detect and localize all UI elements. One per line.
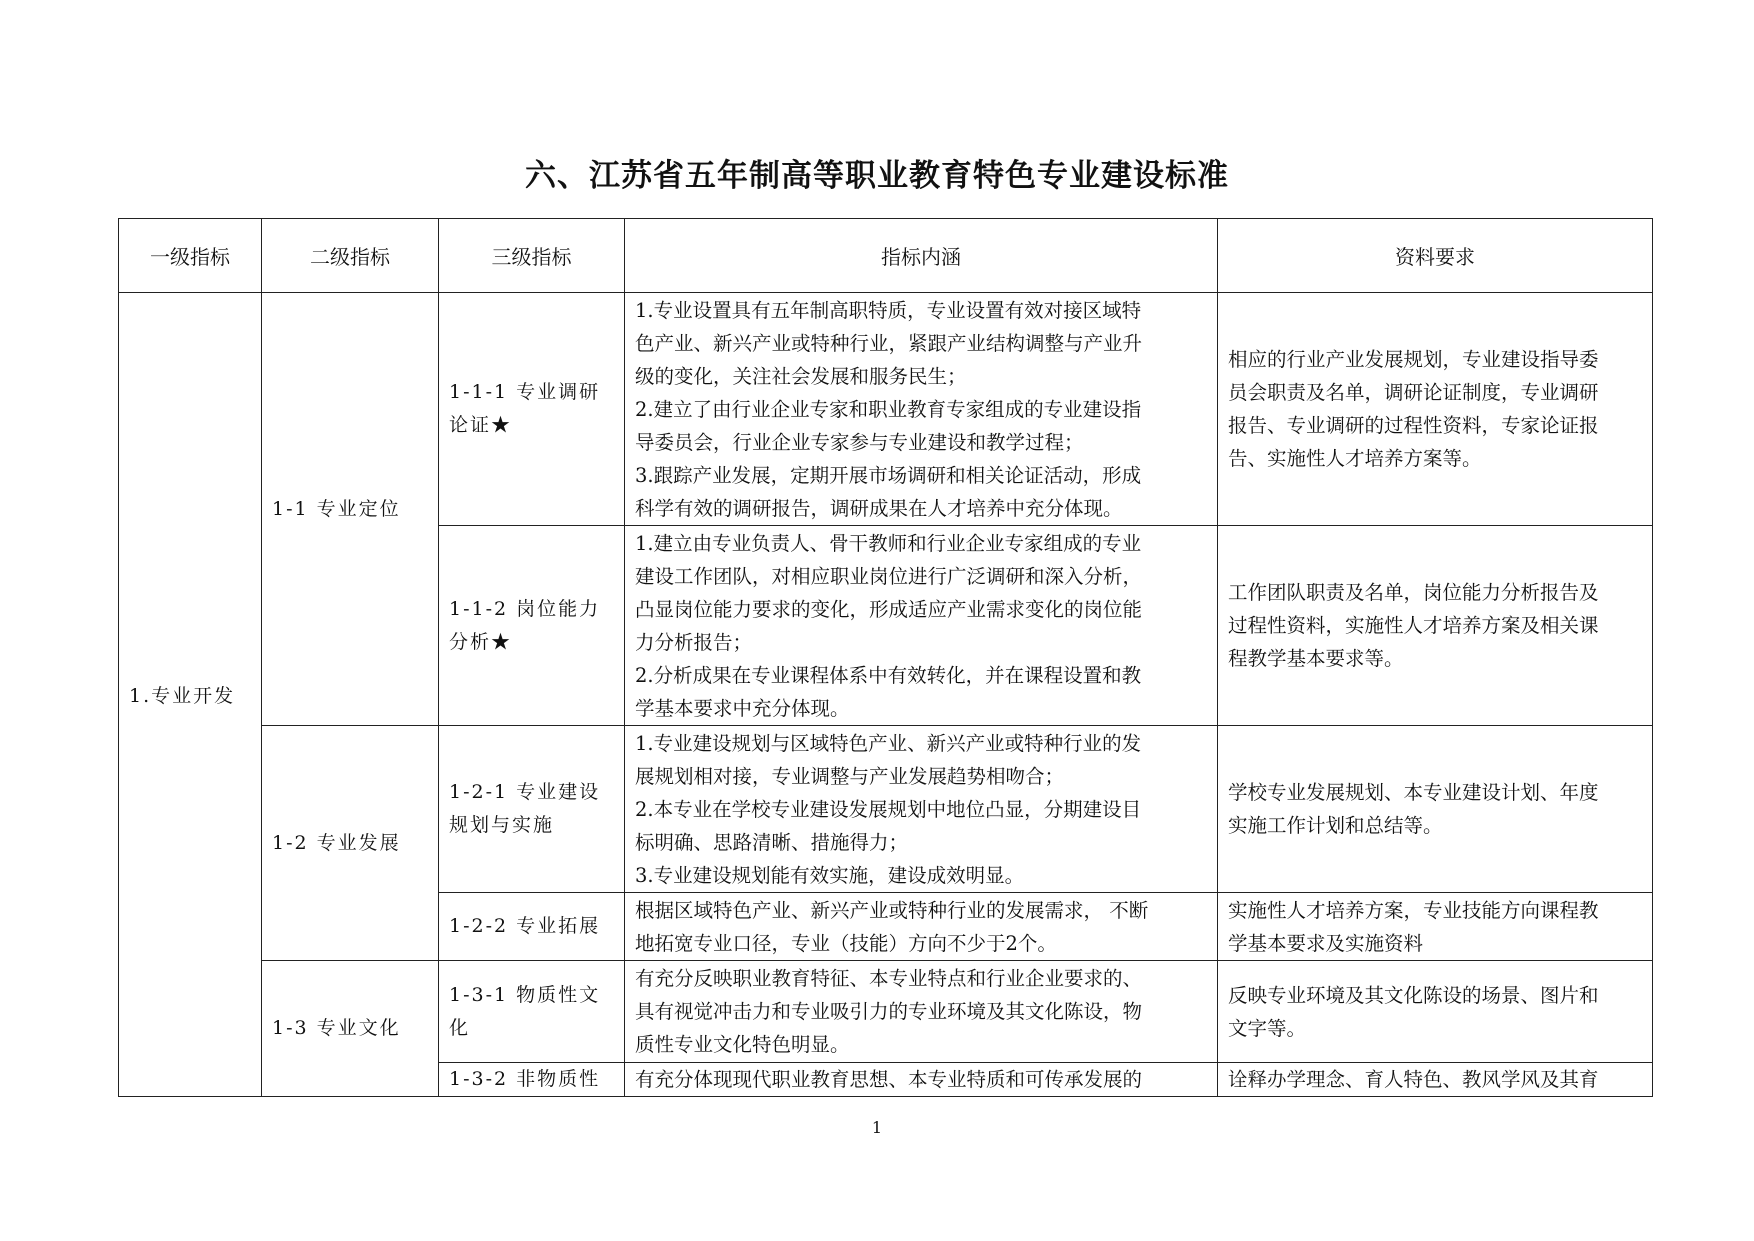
content-line: 1.专业建设规划与区域特色产业、新兴产业或特种行业的发	[635, 731, 1142, 755]
requirements-cell	[1218, 1063, 1653, 1097]
requirements-line: 学基本要求及实施资料	[1228, 931, 1424, 955]
content-line: 展规划相对接，专业调整与产业发展趋势相吻合；	[635, 764, 1065, 788]
level3-line: 分析★	[449, 630, 513, 653]
requirements-line: 程教学基本要求等。	[1228, 647, 1404, 670]
content-line: 2.分析成果在专业课程体系中有效转化，并在课程设置和教	[635, 663, 1142, 687]
level3-line: 化	[449, 1016, 471, 1039]
content-line: 学基本要求中充分体现。	[635, 696, 850, 720]
document-title: 六、江苏省五年制高等职业教育特色专业建设标准	[525, 158, 1229, 194]
content-line: 具有视觉冲击力和专业吸引力的专业环境及其文化陈设，物	[635, 1000, 1143, 1023]
content-cell	[625, 961, 1218, 1063]
level2-cell	[262, 293, 439, 726]
level2-label: 1-2 专业发展	[272, 831, 401, 854]
level2-cell	[262, 961, 439, 1097]
level3-line: 1-1-1 专业调研	[449, 381, 601, 403]
header-level2: 二级指标	[262, 219, 439, 293]
level3-cell	[439, 293, 625, 526]
content-line: 有充分体现现代职业教育思想、本专业特质和可传承发展的	[635, 1068, 1143, 1091]
header-requirements: 资料要求	[1218, 219, 1653, 293]
level2-cell	[262, 726, 439, 961]
content-cell	[625, 726, 1218, 893]
content-cell	[625, 1063, 1218, 1097]
requirements-line: 文字等。	[1228, 1016, 1307, 1040]
requirements-line: 诠释办学理念、育人特色、教风学风及其育	[1228, 1068, 1599, 1091]
content-line: 1.专业设置具有五年制高职特质，专业设置有效对接区域特	[635, 298, 1142, 322]
requirements-line: 工作团队职责及名单，岗位能力分析报告及	[1228, 581, 1599, 604]
content-line: 标明确、思路清晰、措施得力；	[635, 830, 909, 854]
content-line: 科学有效的调研报告，调研成果在人才培养中充分体现。	[635, 496, 1123, 520]
header-level1: 一级指标	[119, 219, 262, 293]
content-line: 2.本专业在学校专业建设发展规划中地位凸显，分期建设目	[635, 797, 1142, 821]
header-content: 指标内涵	[625, 219, 1218, 293]
requirements-line: 过程性资料，实施性人才培养方案及相关课	[1228, 614, 1599, 637]
level3-line: 1-2-2 专业拓展	[449, 915, 601, 937]
requirements-cell	[1218, 526, 1653, 726]
requirements-cell	[1218, 961, 1653, 1063]
content-line: 级的变化，关注社会发展和服务民生；	[635, 364, 967, 388]
level3-cell	[439, 893, 625, 961]
level3-line: 1-1-2 岗位能力	[449, 597, 601, 620]
content-cell	[625, 293, 1218, 526]
content-cell	[625, 893, 1218, 961]
level3-line: 论证★	[449, 414, 513, 436]
table-row	[119, 293, 1653, 526]
requirements-cell	[1218, 293, 1653, 526]
level3-line: 1-2-1 专业建设	[449, 781, 601, 803]
content-line: 有充分反映职业教育特征、本专业特点和行业企业要求的、	[635, 967, 1143, 990]
level1-label: 1.专业开发	[129, 685, 236, 707]
content-cell	[625, 526, 1218, 726]
level2-label: 1-1 专业定位	[272, 497, 401, 520]
standards-table	[118, 218, 1653, 1097]
content-line: 3.专业建设规划能有效实施，建设成效明显。	[635, 863, 1025, 887]
table-row	[119, 961, 1653, 1063]
requirements-line: 报告、专业调研的过程性资料，专家论证报	[1228, 414, 1599, 437]
requirements-line: 员会职责及名单，调研论证制度，专业调研	[1228, 381, 1599, 404]
requirements-line: 相应的行业产业发展规划，专业建设指导委	[1228, 348, 1599, 371]
header-row	[119, 219, 1653, 293]
content-line: 2.建立了由行业企业专家和职业教育专家组成的专业建设指	[635, 397, 1142, 421]
level3-line: 1-3-1 物质性文	[449, 983, 601, 1006]
content-line: 根据区域特色产业、新兴产业或特种行业的发展需求， 不断	[635, 898, 1149, 922]
level3-cell	[439, 1063, 625, 1097]
header-level3: 三级指标	[439, 219, 625, 293]
requirements-cell	[1218, 726, 1653, 893]
level3-cell	[439, 961, 625, 1063]
table-row	[119, 726, 1653, 893]
level3-line: 规划与实施	[449, 814, 555, 836]
level1-cell	[119, 293, 262, 1097]
requirements-line: 学校专业发展规划、本专业建设计划、年度	[1228, 781, 1599, 804]
content-line: 力分析报告；	[635, 630, 753, 654]
requirements-line: 实施工作计划和总结等。	[1228, 814, 1443, 837]
requirements-cell	[1218, 893, 1653, 961]
content-line: 导委员会，行业企业专家参与专业建设和教学过程；	[635, 430, 1084, 454]
content-line: 建设工作团队，对相应职业岗位进行广泛调研和深入分析，	[635, 564, 1143, 588]
content-line: 凸显岗位能力要求的变化，形成适应产业需求变化的岗位能	[635, 597, 1143, 621]
requirements-line: 告、实施性人才培养方案等。	[1228, 447, 1482, 470]
level3-cell	[439, 526, 625, 726]
content-line: 地拓宽专业口径，专业（技能）方向不少于2个。	[635, 931, 1057, 955]
requirements-line: 实施性人才培养方案，专业技能方向课程教	[1228, 898, 1599, 922]
content-line: 3.跟踪产业发展，定期开展市场调研和相关论证活动，形成	[635, 463, 1142, 487]
level2-label: 1-3 专业文化	[272, 1017, 401, 1039]
content-line: 质性专业文化特色明显。	[635, 1033, 850, 1056]
content-line: 1.建立由专业负责人、骨干教师和行业企业专家组成的专业	[635, 531, 1142, 555]
requirements-line: 反映专业环境及其文化陈设的场景、图片和	[1228, 983, 1599, 1007]
level3-cell	[439, 726, 625, 893]
page-number: 1	[871, 1118, 883, 1137]
level3-line: 1-3-2 非物质性	[449, 1068, 601, 1090]
content-line: 色产业、新兴产业或特种行业，紧跟产业结构调整与产业升	[635, 331, 1143, 355]
